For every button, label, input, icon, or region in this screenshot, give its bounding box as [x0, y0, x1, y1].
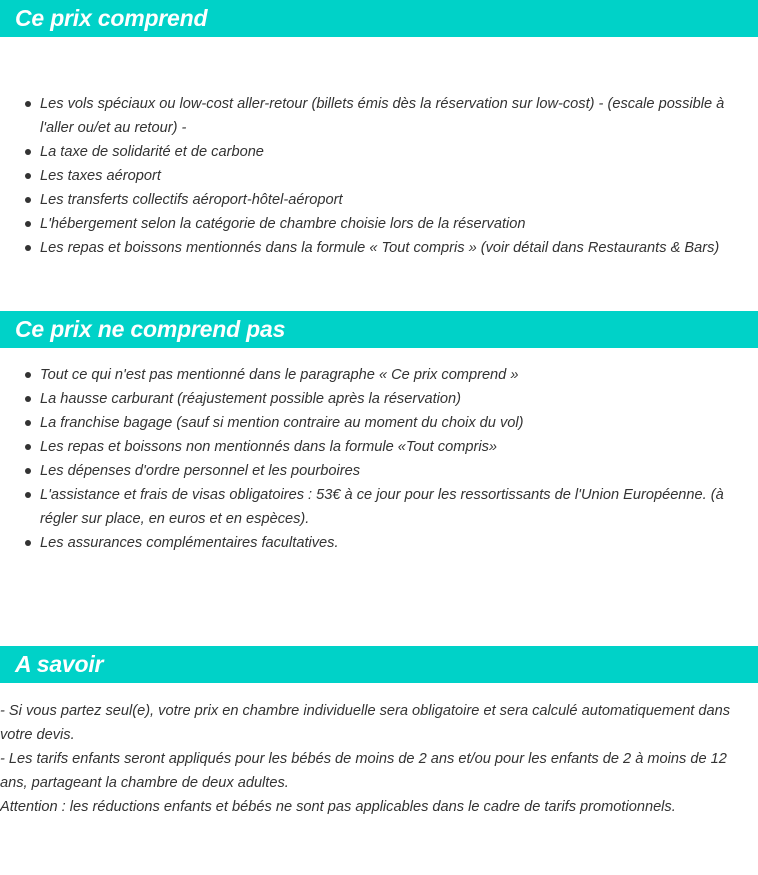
section-header-includes: [0, 0, 758, 37]
section-title-includes: Ce prix comprend: [15, 5, 208, 31]
savoir-paragraph: - Si vous partez seul(e), votre prix en chambre individuelle sera obligatoire et sera calculé automatiquement dans votre devis.: [0, 703, 731, 743]
list-item: Les repas et boissons non mentionnés dans la formule «Tout compris»: [0, 435, 758, 459]
savoir-paragraph: - Les tarifs enfants seront appliqués pour les bébés de moins de 2 ans et/ou pour les enfants de 2 à moins de 12 ans, partageant la chambre de deux adultes.: [0, 751, 727, 791]
includes-list: [0, 92, 758, 260]
list-item: La taxe de solidarité et de carbone: [0, 140, 758, 164]
list-item: Les dépenses d'ordre personnel et les pourboires: [0, 459, 758, 483]
list-item: Les repas et boissons mentionnés dans la formule « Tout compris » (voir détail dans Restaurants & Bars): [0, 236, 758, 260]
savoir-text: [0, 699, 758, 819]
list-item: Les assurances complémentaires facultatives.: [0, 531, 758, 555]
savoir-paragraph: Attention : les réductions enfants et bébés ne sont pas applicables dans le cadre de tarifs promotionnels.: [0, 799, 676, 815]
list-item: Tout ce qui n'est pas mentionné dans le paragraphe « Ce prix comprend »: [0, 363, 758, 387]
list-item: L'hébergement selon la catégorie de chambre choisie lors de la réservation: [0, 212, 758, 236]
list-item: Les taxes aéroport: [0, 164, 758, 188]
list-item: L'assistance et frais de visas obligatoires : 53€ à ce jour pour les ressortissants de l'Union Européenne. (à régler sur place, en euros et en espèces).: [0, 483, 758, 531]
section-header-savoir: [0, 646, 758, 683]
list-item: La franchise bagage (sauf si mention contraire au moment du choix du vol): [0, 411, 758, 435]
list-item: Les vols spéciaux ou low-cost aller-retour (billets émis dès la réservation sur low-cost) - (escale possible à l'aller ou/et au retour) -: [0, 92, 758, 140]
section-title-savoir: A savoir: [15, 651, 104, 677]
section-header-excludes: [0, 311, 758, 348]
list-item: La hausse carburant (réajustement possible après la réservation): [0, 387, 758, 411]
list-item: Les transferts collectifs aéroport-hôtel-aéroport: [0, 188, 758, 212]
section-title-excludes: Ce prix ne comprend pas: [15, 316, 286, 342]
excludes-list: [0, 363, 758, 555]
